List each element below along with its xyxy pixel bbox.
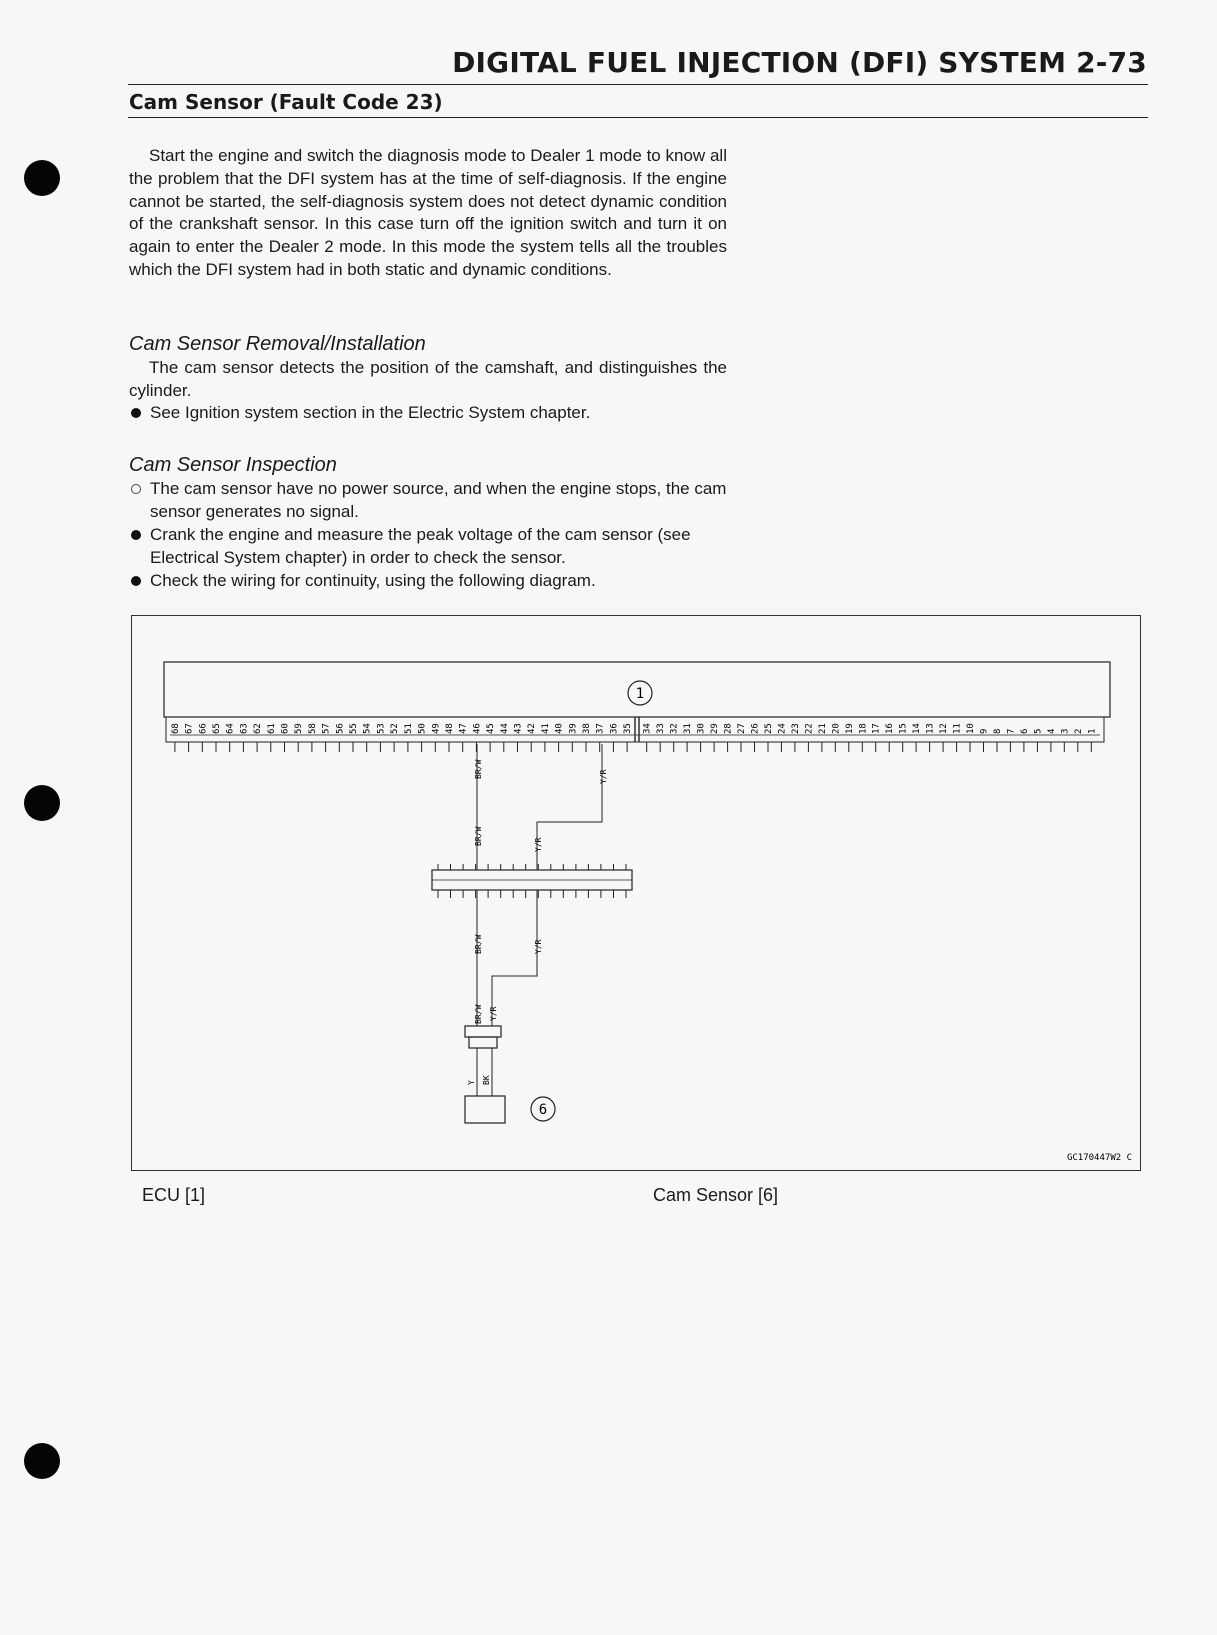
wiring-diagram-svg xyxy=(132,616,1142,1172)
ecu-pin-number: 12 xyxy=(939,723,950,734)
wire-y-r-sensor xyxy=(492,890,537,1026)
ecu-pin-number: 56 xyxy=(335,723,346,734)
ecu-pin-number: 11 xyxy=(952,723,963,734)
wire-label-y-r: Y/R xyxy=(534,939,543,954)
wire-label-y-r: Y/R xyxy=(599,769,608,784)
ecu-pin-number: 18 xyxy=(858,723,869,734)
cam-sensor-body xyxy=(465,1096,505,1123)
section-rule xyxy=(128,117,1148,118)
sensor-connector-bottom xyxy=(469,1037,497,1048)
bullet-text: See Ignition system section in the Electric System chapter. xyxy=(150,403,591,422)
ecu-pin-number: 61 xyxy=(266,723,277,734)
ecu-pin-number: 58 xyxy=(307,723,318,734)
wire-label-y: Y xyxy=(467,1080,476,1085)
ecu-pin-number: 41 xyxy=(540,723,551,734)
bullet-text: Crank the engine and measure the peak voltage of the cam sensor (see Electrical System chapter) in order to check the sensor. xyxy=(150,525,691,567)
ecu-pin-number: 34 xyxy=(642,723,653,734)
ecu-marker: 1 xyxy=(635,686,645,702)
sensor-marker: 6 xyxy=(538,1102,548,1118)
ecu-pin-number: 17 xyxy=(871,723,882,734)
caption-ecu: ECU [1] xyxy=(142,1185,206,1205)
ecu-pin-number: 51 xyxy=(403,723,414,734)
ecu-pin-number: 64 xyxy=(225,723,236,734)
ecu-pin-number: 13 xyxy=(925,723,936,734)
open-bullet-icon xyxy=(131,484,141,494)
ecu-pin-number: 14 xyxy=(912,723,923,734)
ecu-pin-number: 6 xyxy=(1019,728,1030,734)
list-item xyxy=(129,524,729,570)
filled-bullet-icon xyxy=(131,408,141,418)
wire-label-bk: BK xyxy=(482,1075,491,1085)
ecu-pin-number: 29 xyxy=(710,723,721,734)
ecu-pin-number: 50 xyxy=(417,723,428,734)
ecu-pin-number: 3 xyxy=(1060,728,1071,734)
binder-hole-bottom xyxy=(24,1443,60,1479)
ecu-pin-number: 15 xyxy=(898,723,909,734)
list-item xyxy=(129,402,729,425)
joint-connector xyxy=(432,864,632,898)
ecu-pin-number: 63 xyxy=(239,723,250,734)
ecu-pin-ticks xyxy=(175,742,1091,752)
wire-y-r-ecu xyxy=(537,744,602,870)
header-rule xyxy=(128,84,1148,85)
ecu-pin-number: 65 xyxy=(212,723,222,734)
bullet-text: Check the wiring for continuity, using the following diagram. xyxy=(150,571,596,591)
ecu-pin-number: 60 xyxy=(280,723,291,734)
ecu-pin-number: 2 xyxy=(1073,728,1084,734)
sensor-connector xyxy=(465,1026,501,1048)
ecu-pin-number: 59 xyxy=(294,723,305,734)
binder-hole-middle xyxy=(24,785,60,821)
ecu-pin-number: 32 xyxy=(669,723,680,734)
section-title: Cam Sensor (Fault Code 23) xyxy=(129,90,443,114)
ecu-pins-right xyxy=(643,723,1098,734)
ecu-pin-number: 67 xyxy=(184,723,195,734)
removal-paragraph: The cam sensor detects the position of the camshaft, and distinguishes the cylinder. xyxy=(129,358,727,400)
ecu-pin-number: 24 xyxy=(777,723,788,734)
ecu-pin-number: 62 xyxy=(253,723,264,734)
ecu-pin-number: 19 xyxy=(844,723,855,734)
ecu-pin-number: 9 xyxy=(979,728,990,734)
filled-bullet-icon xyxy=(131,530,141,540)
ecu-pin-number: 42 xyxy=(527,723,538,734)
ecu-pin-number: 49 xyxy=(431,723,442,734)
ecu-pin-number: 68 xyxy=(170,723,181,734)
drawing-code: GC170447W2 C xyxy=(1066,1153,1132,1163)
sensor-connector-top xyxy=(465,1026,501,1037)
intro-paragraph: Start the engine and switch the diagnosis mode to Dealer 1 mode to know all the problem that the DFI system has at the time of self-diagnosis. If the engine cannot be started, the self-diagnosis system does not detect dynamic condition of the crankshaft sensor. In this case turn off the ignition switch and turn it on again to enter the Dealer 2 mode. In this mode the system tells all the troubles which the DFI system had in both static and dynamic conditions. xyxy=(129,146,727,279)
bullet-text: The cam sensor have no power source, and when the engine stops, the cam sensor generates no signal. xyxy=(150,479,727,521)
ecu-pin-number: 4 xyxy=(1046,728,1057,734)
wire-label-y-r: Y/R xyxy=(489,1006,498,1021)
filled-bullet-icon xyxy=(131,576,141,586)
caption-cam-sensor: Cam Sensor [6] xyxy=(653,1185,779,1205)
ecu-pin-number: 40 xyxy=(554,723,565,734)
ecu-pin-number: 48 xyxy=(445,723,455,734)
ecu-pin-number: 25 xyxy=(764,723,774,734)
ecu-pin-number: 44 xyxy=(499,723,510,734)
ecu-pin-number: 52 xyxy=(390,723,401,734)
ecu-pins-left xyxy=(171,723,633,734)
ecu-pin-number: 33 xyxy=(656,723,667,734)
ecu-pin-number: 23 xyxy=(790,723,801,734)
ecu-pin-number: 55 xyxy=(349,723,359,734)
wiring-diagram xyxy=(131,615,1141,1171)
wire-label-br-w: BR/W xyxy=(474,759,483,779)
ecu-pin-number: 5 xyxy=(1033,728,1044,734)
ecu-pin-number: 46 xyxy=(472,723,483,734)
ecu-pin-number: 27 xyxy=(737,723,747,734)
page-header-title: DIGITAL FUEL INJECTION (DFI) SYSTEM 2-73 xyxy=(452,46,1147,79)
ecu-pin-number: 28 xyxy=(723,723,734,734)
wire-label-br-w: BR/W xyxy=(474,1004,483,1024)
joint-connector-ticks xyxy=(438,864,626,898)
removal-heading: Cam Sensor Removal/Installation xyxy=(129,333,426,355)
ecu-pin-number: 39 xyxy=(568,723,579,734)
ecu-pin-number: 16 xyxy=(885,723,896,734)
ecu-pin-number: 54 xyxy=(362,723,373,734)
ecu-pin-number: 35 xyxy=(623,723,634,734)
ecu-pin-number: 26 xyxy=(750,723,761,734)
ecu-pin-number: 47 xyxy=(458,723,469,734)
ecu-pin-number: 57 xyxy=(321,723,332,734)
ecu-pin-number: 10 xyxy=(966,723,976,734)
ecu-pin-number: 20 xyxy=(831,723,842,734)
removal-bullets xyxy=(129,402,729,425)
list-item xyxy=(129,570,729,593)
ecu-pin-number: 8 xyxy=(993,728,1003,734)
ecu-pin-number: 1 xyxy=(1087,728,1098,734)
ecu-pin-number: 7 xyxy=(1006,728,1017,734)
ecu-pin-number: 36 xyxy=(609,723,620,734)
inspection-bullets xyxy=(129,478,729,593)
ecu-pin-number: 37 xyxy=(595,723,606,734)
wire-label-y-r: Y/R xyxy=(534,837,543,852)
ecu-pin-number: 43 xyxy=(513,723,524,734)
ecu-pin-number: 53 xyxy=(376,723,387,734)
ecu-pin-number: 31 xyxy=(683,723,694,734)
inspection-heading: Cam Sensor Inspection xyxy=(129,454,337,476)
binder-hole-top xyxy=(24,160,60,196)
wire-label-br-w: BR/W xyxy=(474,826,483,846)
ecu-pin-number: 30 xyxy=(696,723,707,734)
ecu-pin-number: 66 xyxy=(198,723,209,734)
ecu-pin-number: 21 xyxy=(817,723,828,734)
wire-label-br-w: BR/W xyxy=(474,934,483,954)
list-item xyxy=(129,478,729,524)
ecu-pin-number: 38 xyxy=(582,723,592,734)
ecu-pin-number: 22 xyxy=(804,723,815,734)
ecu-connector xyxy=(166,717,1104,752)
ecu-pin-number: 45 xyxy=(486,723,497,734)
